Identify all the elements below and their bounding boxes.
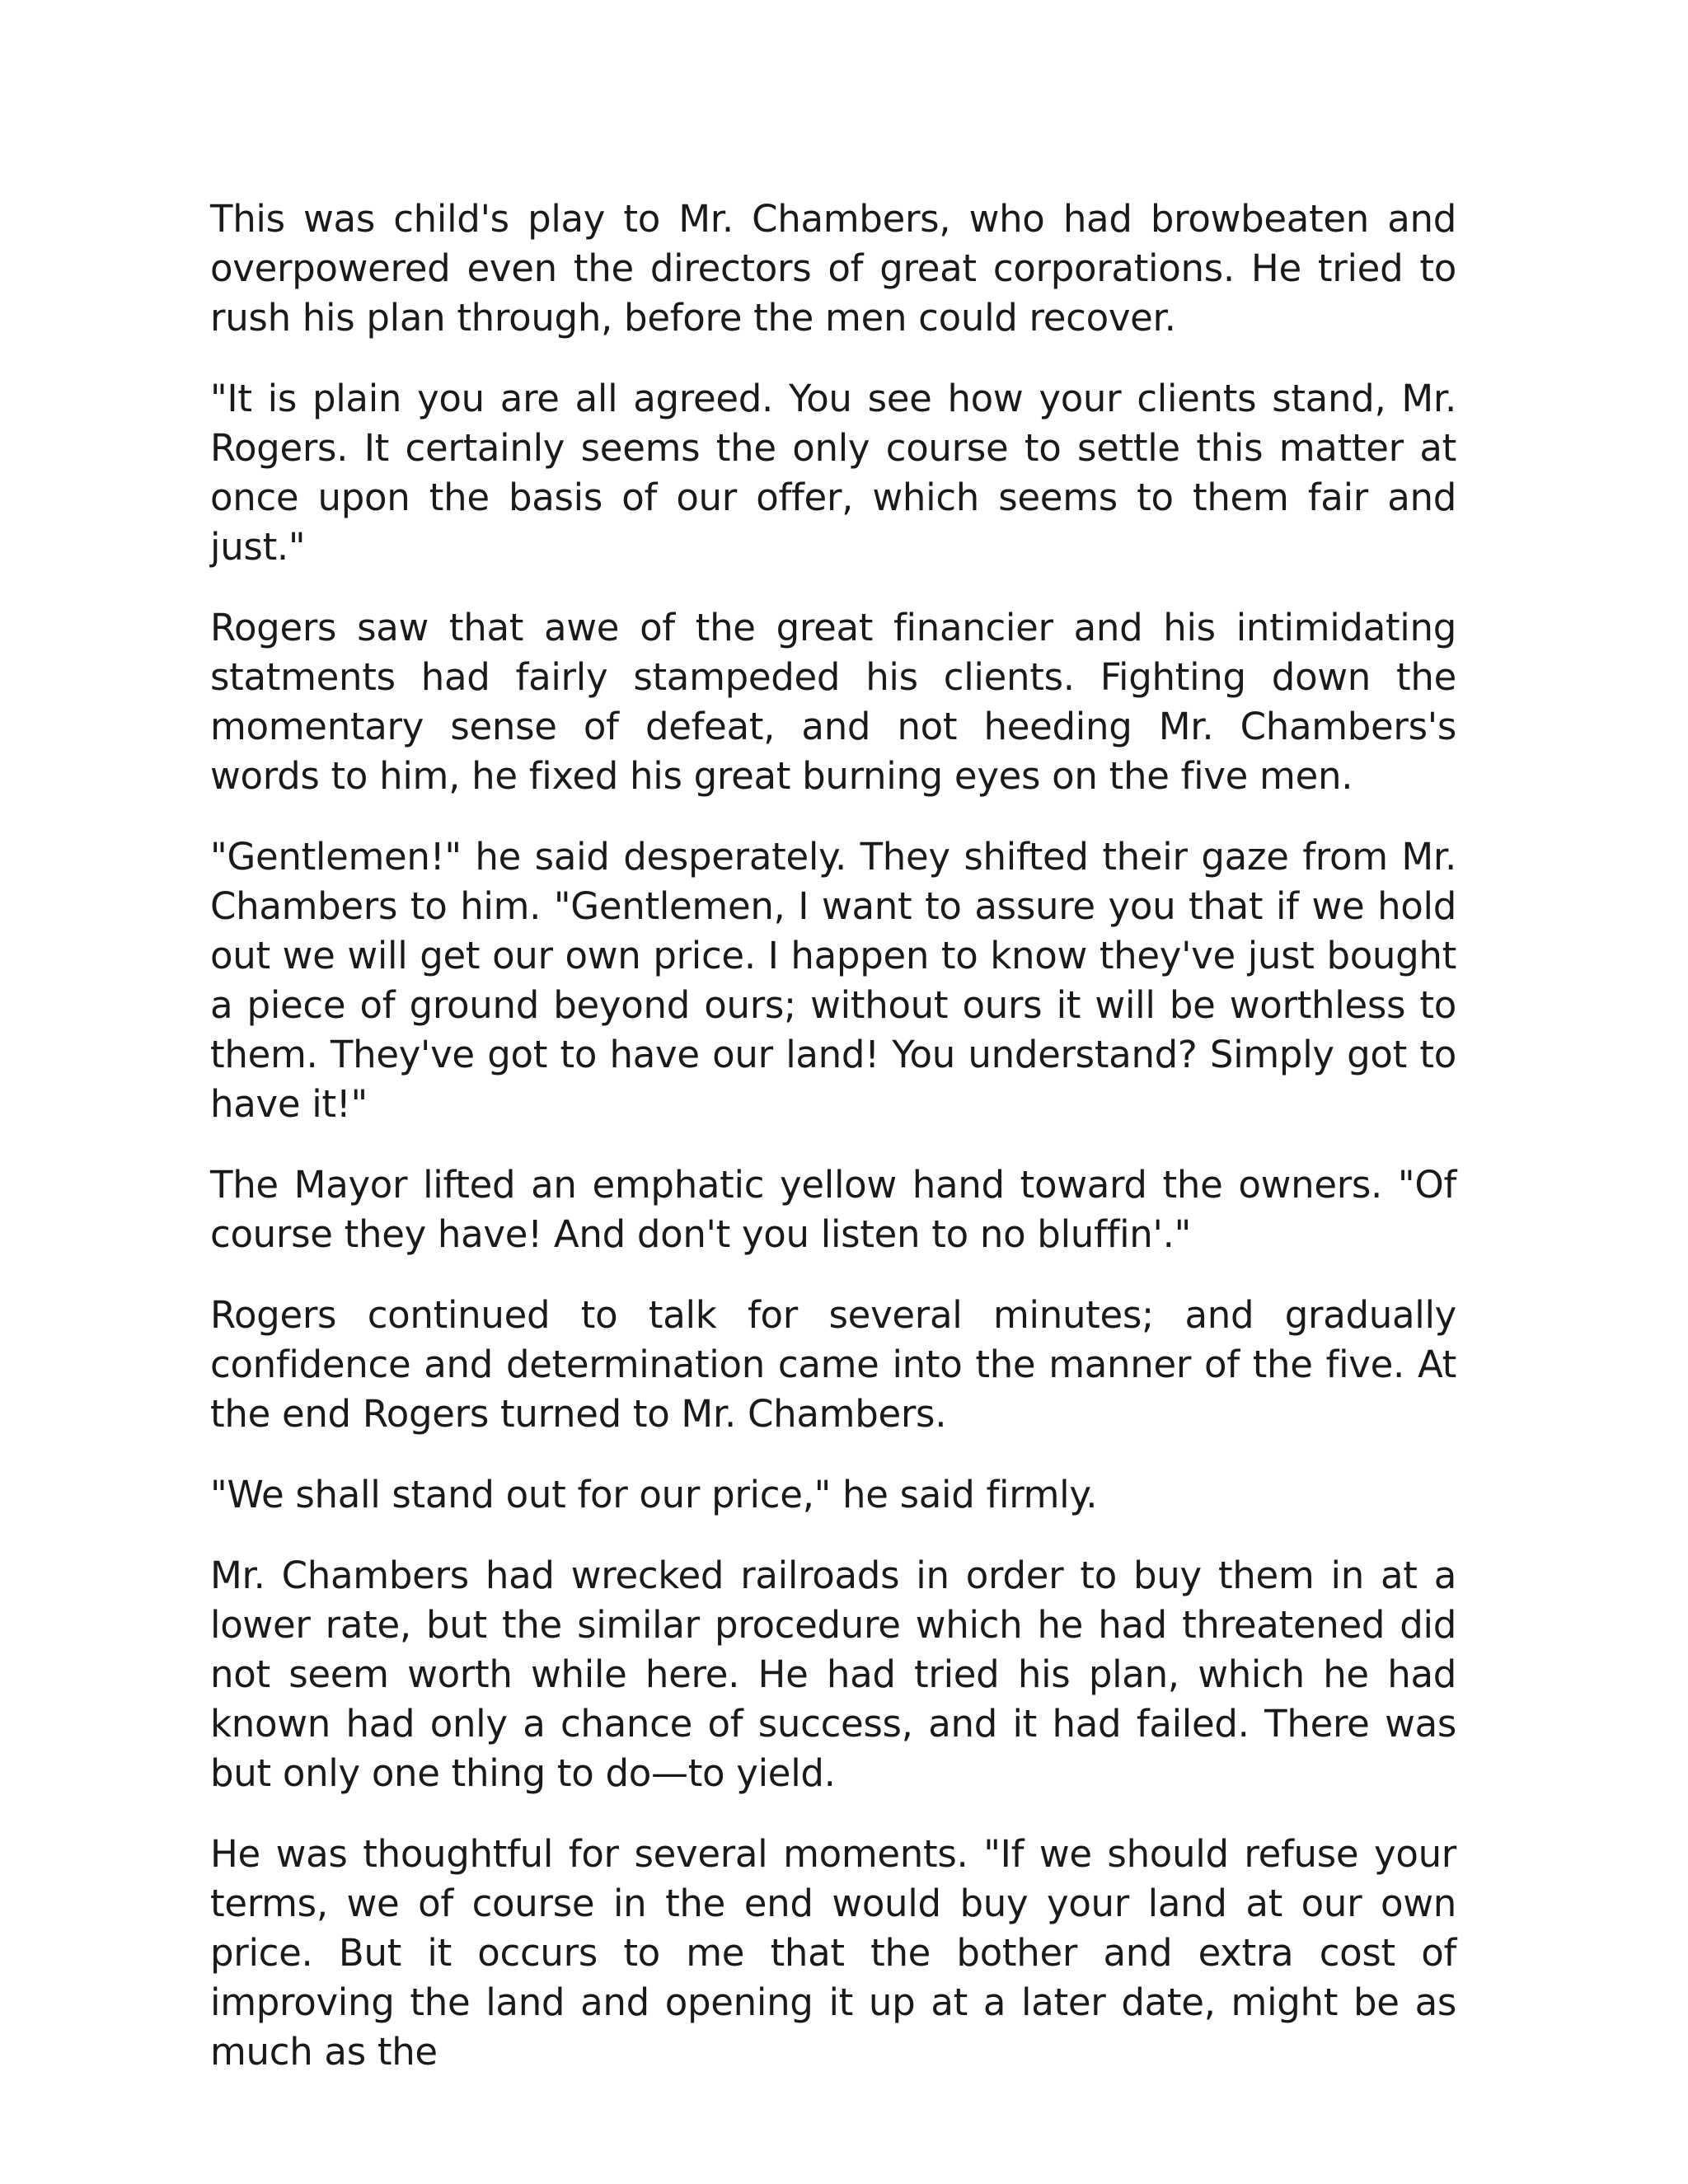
paragraph: The Mayor lifted an emphatic yellow hand toward the owners. "Of course they have! And don't you listen to no bluffin'."	[210, 1163, 1456, 1256]
body-text	[210, 194, 1456, 2077]
paragraph: This was child's play to Mr. Chambers, who had browbeaten and overpowered even the directors of great corporations. He tried to rush his plan through, before the men could recover.	[210, 197, 1456, 340]
paragraph: Rogers saw that awe of the great financier and his intimidating statments had fairly stampeded his clients. Fighting down the momentary sense of defeat, and not heeding Mr. Chambers's words to him, he fixed his great burning eyes on the five men.	[210, 606, 1456, 798]
paragraph: Rogers continued to talk for several minutes; and gradually confidence and determination came into the manner of the five. At the end Rogers turned to Mr. Chambers.	[210, 1293, 1456, 1436]
paragraph: Mr. Chambers had wrecked railroads in order to buy them in at a lower rate, but the similar procedure which he had threatened did not seem worth while here. He had tried his plan, which he had known had only a chance of success, and it had failed. There was but only one thing to do—to yield.	[210, 1554, 1456, 1795]
paragraph: "We shall stand out for our price," he said firmly.	[210, 1473, 1098, 1516]
paragraph: "It is plain you are all agreed. You see how your clients stand, Mr. Rogers. It certainly seems the only course to settle this matter at once upon the basis of our offer, which seems to them fair and just."	[210, 377, 1456, 569]
paragraph: "Gentlemen!" he said desperately. They shifted their gaze from Mr. Chambers to him. "Gentlemen, I want to assure you that if we hold out we will get our own price. I happen to know they've just bought a piece of ground beyond ours; without ours it will be worthless to them. They've got to have our land! You understand? Simply got to have it!"	[210, 835, 1456, 1126]
paragraph: He was thoughtful for several moments. "If we should refuse your terms, we of course in the end would buy your land at our own price. But it occurs to me that the bother and extra cost of improving the land and opening it up at a later date, might be as much as the	[210, 1832, 1456, 2074]
